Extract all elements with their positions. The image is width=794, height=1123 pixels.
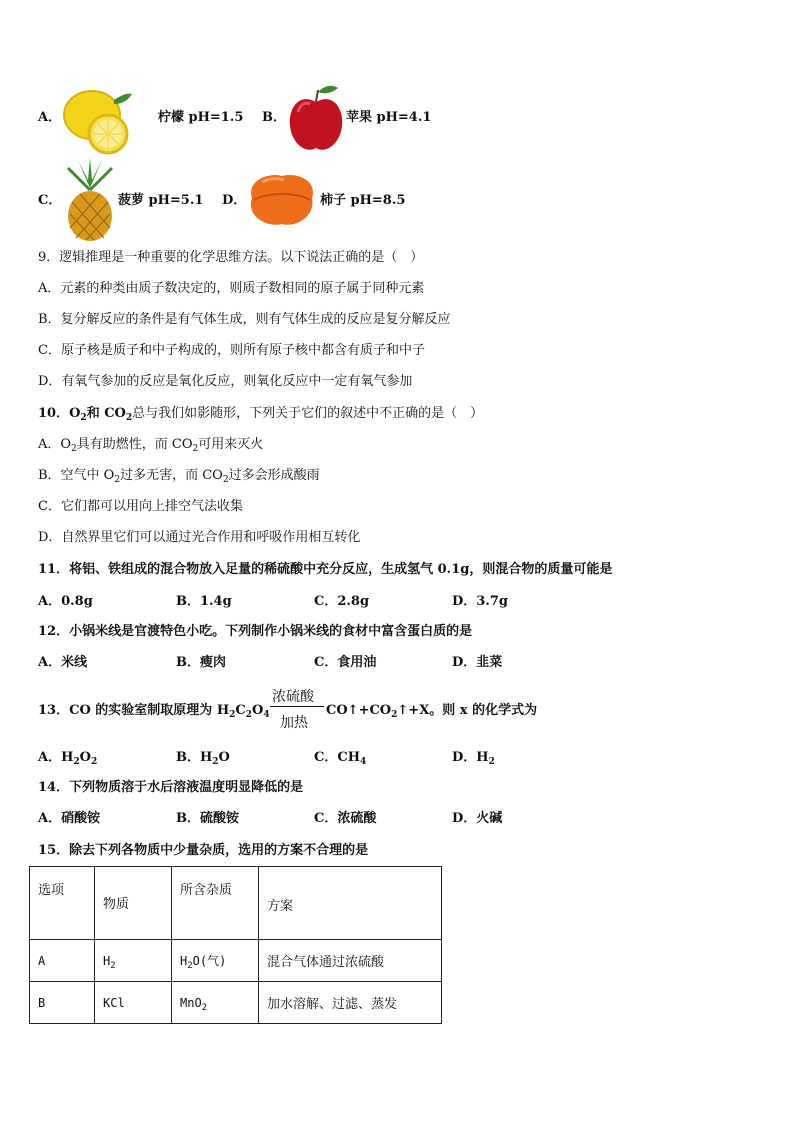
q10-stem: 10．$O_2$和 $CO_2$总与我们如影随形，下列关于它们的叙述中不正确的是（ ） <box>38 406 484 423</box>
table-row <box>30 940 442 982</box>
row-option: B <box>30 982 95 1024</box>
q11-stem: 11．将铝、铁组成的混合物放入足量的稀硫酸中充分反应，生成氢气 0.1g，则混合物的质量可能是 <box>38 562 613 577</box>
q8-option-a-letter: A． <box>38 110 62 125</box>
row-impurity: MnO$_2$ <box>172 982 259 1024</box>
q8-option-b-letter: B． <box>262 110 286 125</box>
q15-stem: 15．除去下列各物质中少量杂质，选用的方案不合理的是 <box>38 843 369 858</box>
q11-option-b: B．1.4g <box>176 594 232 609</box>
table-row <box>30 982 442 1024</box>
q14-option-a: A．硝酸铵 <box>38 811 101 826</box>
q10-option-b: B．空气中 $O_2$过多无害，而 $CO_2$过多会形成酸雨 <box>38 468 320 485</box>
q13-option-c: C．$CH_4$ <box>314 750 367 767</box>
q13-stem: 13．CO 的实验室制取原理为 $H_2C_2O_4$ <box>38 703 270 720</box>
apple-image <box>286 82 346 156</box>
q8-option-c-text: 菠萝 pH=5.1 <box>118 193 204 208</box>
row-plan: 混合气体通过浓硫酸 <box>259 940 442 982</box>
q13-products: $CO↑+CO_2↑+X$。则 x 的化学式为 <box>326 703 538 720</box>
q14-stem: 14．下列物质溶于水后溶液温度明显降低的是 <box>38 780 304 795</box>
q11-option-c: C．2.8g <box>314 594 370 609</box>
q8-option-a-text: 柠檬 pH=1.5 <box>158 110 244 125</box>
q14-option-d: D．火碱 <box>452 811 503 826</box>
header-impurity: 所含杂质 <box>172 867 259 940</box>
reaction-arrow-line <box>270 706 324 707</box>
persimmon-image <box>244 168 320 230</box>
q8-option-b-text: 苹果 pH=4.1 <box>346 110 432 125</box>
q14-option-c: C．浓硫酸 <box>314 811 377 826</box>
header-plan: 方案 <box>259 867 442 940</box>
reaction-condition-under: 加热 <box>280 715 308 731</box>
row-substance: KCl <box>95 982 172 1024</box>
q9-stem: 9．逻辑推理是一种重要的化学思维方法。以下说法正确的是（ ） <box>38 250 424 265</box>
q12-stem: 12．小锅米线是官渡特色小吃。下列制作小锅米线的食材中富含蛋白质的是 <box>38 624 473 639</box>
q10-option-c: C．它们都可以用向上排空气法收集 <box>38 499 243 514</box>
q8-option-d-text: 柿子 pH=8.5 <box>320 193 406 208</box>
q9-option-d: D．有氧气参加的反应是氧化反应，则氧化反应中一定有氧气参加 <box>38 374 413 389</box>
q9-option-c: C．原子核是质子和中子构成的，则所有原子核中都含有质子和中子 <box>38 343 425 358</box>
row-plan: 加水溶解、过滤、蒸发 <box>259 982 442 1024</box>
header-substance: 物质 <box>95 867 172 940</box>
q11-option-a: A．0.8g <box>38 594 93 609</box>
q12-option-b: B．瘦肉 <box>176 655 226 670</box>
q9-option-b: B．复分解反应的条件是有气体生成，则有气体生成的反应是复分解反应 <box>38 312 451 327</box>
q8-option-c-letter: C． <box>38 193 62 208</box>
q12-option-d: D．韭菜 <box>452 655 503 670</box>
row-impurity: $H_2O$(气) <box>172 940 259 982</box>
row-substance: $H_2$ <box>95 940 172 982</box>
table-header-row <box>30 867 442 940</box>
q11-option-d: D．3.7g <box>452 594 508 609</box>
q8-option-d-letter: D． <box>222 193 247 208</box>
lemon-image <box>62 82 134 156</box>
q13-option-b: B．$H_2O$ <box>176 750 230 767</box>
q13-option-a: A．$H_2O_2$ <box>38 750 98 767</box>
q15-table <box>29 866 442 1024</box>
q13-option-d: D．$H_2$ <box>452 750 495 767</box>
reaction-condition-over: 浓硫酸 <box>272 689 314 705</box>
q10-option-d: D．自然界里它们可以通过光合作用和呼吸作用相互转化 <box>38 530 361 545</box>
pineapple-image <box>62 158 118 242</box>
q9-option-a: A．元素的种类由质子数决定的，则质子数相同的原子属于同种元素 <box>38 281 425 296</box>
q14-option-b: B．硫酸铵 <box>176 811 239 826</box>
q12-option-c: C．食用油 <box>314 655 377 670</box>
q10-option-a: A．$O_2$具有助燃性，而 $CO_2$可用来灭火 <box>38 437 264 454</box>
header-option: 选项 <box>30 867 95 940</box>
row-option: A <box>30 940 95 982</box>
q12-option-a: A．米线 <box>38 655 88 670</box>
